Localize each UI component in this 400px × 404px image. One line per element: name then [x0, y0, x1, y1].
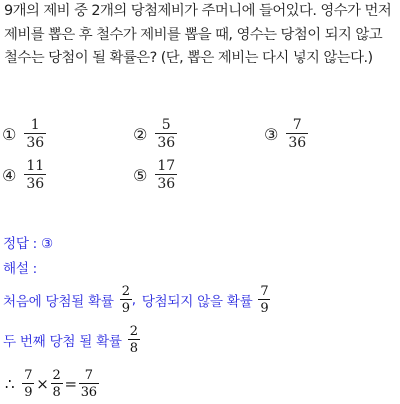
- equals-symbol: =: [64, 375, 77, 393]
- first-lose-fraction: [258, 285, 270, 315]
- explanation-line-1: [3, 285, 270, 315]
- option-1-marker: ①: [2, 124, 17, 144]
- product-b-denominator: 8: [52, 385, 61, 400]
- question-line-1: 9개의 제비 중 2개의 당첨제비가 주머니에 들어있다. 영수가 먼저: [4, 3, 392, 19]
- option-4-denominator: 36: [26, 176, 45, 192]
- option-5-numerator: 17: [157, 158, 176, 174]
- first-win-text: 처음에 당첨될 확률: [3, 294, 114, 310]
- first-win-numerator: 2: [121, 284, 130, 299]
- option-1-denominator: 36: [26, 135, 45, 151]
- option-4-fraction: [24, 159, 46, 191]
- product-fraction-a: [22, 369, 34, 399]
- result-numerator: 7: [84, 368, 93, 383]
- first-lose-text: 당첨되지 않을 확률: [141, 294, 253, 310]
- option-5-fraction: [155, 159, 177, 191]
- question-line-2: 제비를 뽑은 후 철수가 제비를 뽑을 때, 영수는 당첨이 되지 않고: [4, 26, 383, 43]
- option-4[interactable]: [2, 159, 46, 191]
- question-text: [4, 0, 398, 71]
- option-3-marker: ③: [264, 124, 279, 144]
- product-fraction-b: [51, 369, 63, 399]
- second-win-denominator: 8: [129, 341, 138, 356]
- option-3-fraction: [286, 118, 308, 150]
- product-a-denominator: 9: [24, 385, 33, 400]
- first-lose-numerator: 7: [260, 284, 269, 299]
- option-3-denominator: 36: [288, 135, 307, 151]
- second-win-fraction: [128, 325, 140, 355]
- option-3[interactable]: [264, 118, 308, 150]
- product-b-numerator: 2: [52, 368, 61, 383]
- explanation-label: 해설 :: [3, 261, 37, 277]
- second-win-text: 두 번째 당첨 될 확률: [3, 334, 122, 350]
- option-5[interactable]: [133, 159, 177, 191]
- option-4-marker: ④: [2, 165, 17, 185]
- option-2-marker: ②: [133, 124, 148, 144]
- option-1[interactable]: [2, 118, 46, 150]
- option-2[interactable]: [133, 118, 177, 150]
- first-win-denominator: 9: [121, 301, 130, 316]
- result-denominator: 36: [80, 385, 97, 400]
- product-a-numerator: 7: [24, 368, 33, 383]
- option-2-fraction: [155, 118, 177, 150]
- comma: ,: [131, 292, 136, 308]
- explanation-line-3: [3, 369, 99, 399]
- option-5-denominator: 36: [157, 176, 176, 192]
- second-win-numerator: 2: [129, 324, 138, 339]
- option-3-numerator: 7: [292, 117, 302, 133]
- option-1-numerator: 1: [30, 117, 40, 133]
- option-2-numerator: 5: [161, 117, 171, 133]
- times-symbol: ×: [36, 375, 49, 393]
- option-2-denominator: 36: [157, 135, 176, 151]
- option-5-marker: ⑤: [133, 165, 148, 185]
- option-1-fraction: [24, 118, 46, 150]
- first-lose-denominator: 9: [260, 301, 269, 316]
- first-win-fraction: [120, 285, 132, 315]
- question-line-3: 철수는 당첨이 될 확률은? (단, 뽑은 제비는 다시 넣지 않는다.): [4, 50, 373, 66]
- therefore-symbol: ∴: [5, 375, 15, 393]
- option-4-numerator: 11: [26, 158, 45, 174]
- explanation-line-2: [3, 325, 140, 355]
- answer-label: 정답 : ③: [3, 236, 53, 252]
- result-fraction: [79, 369, 99, 399]
